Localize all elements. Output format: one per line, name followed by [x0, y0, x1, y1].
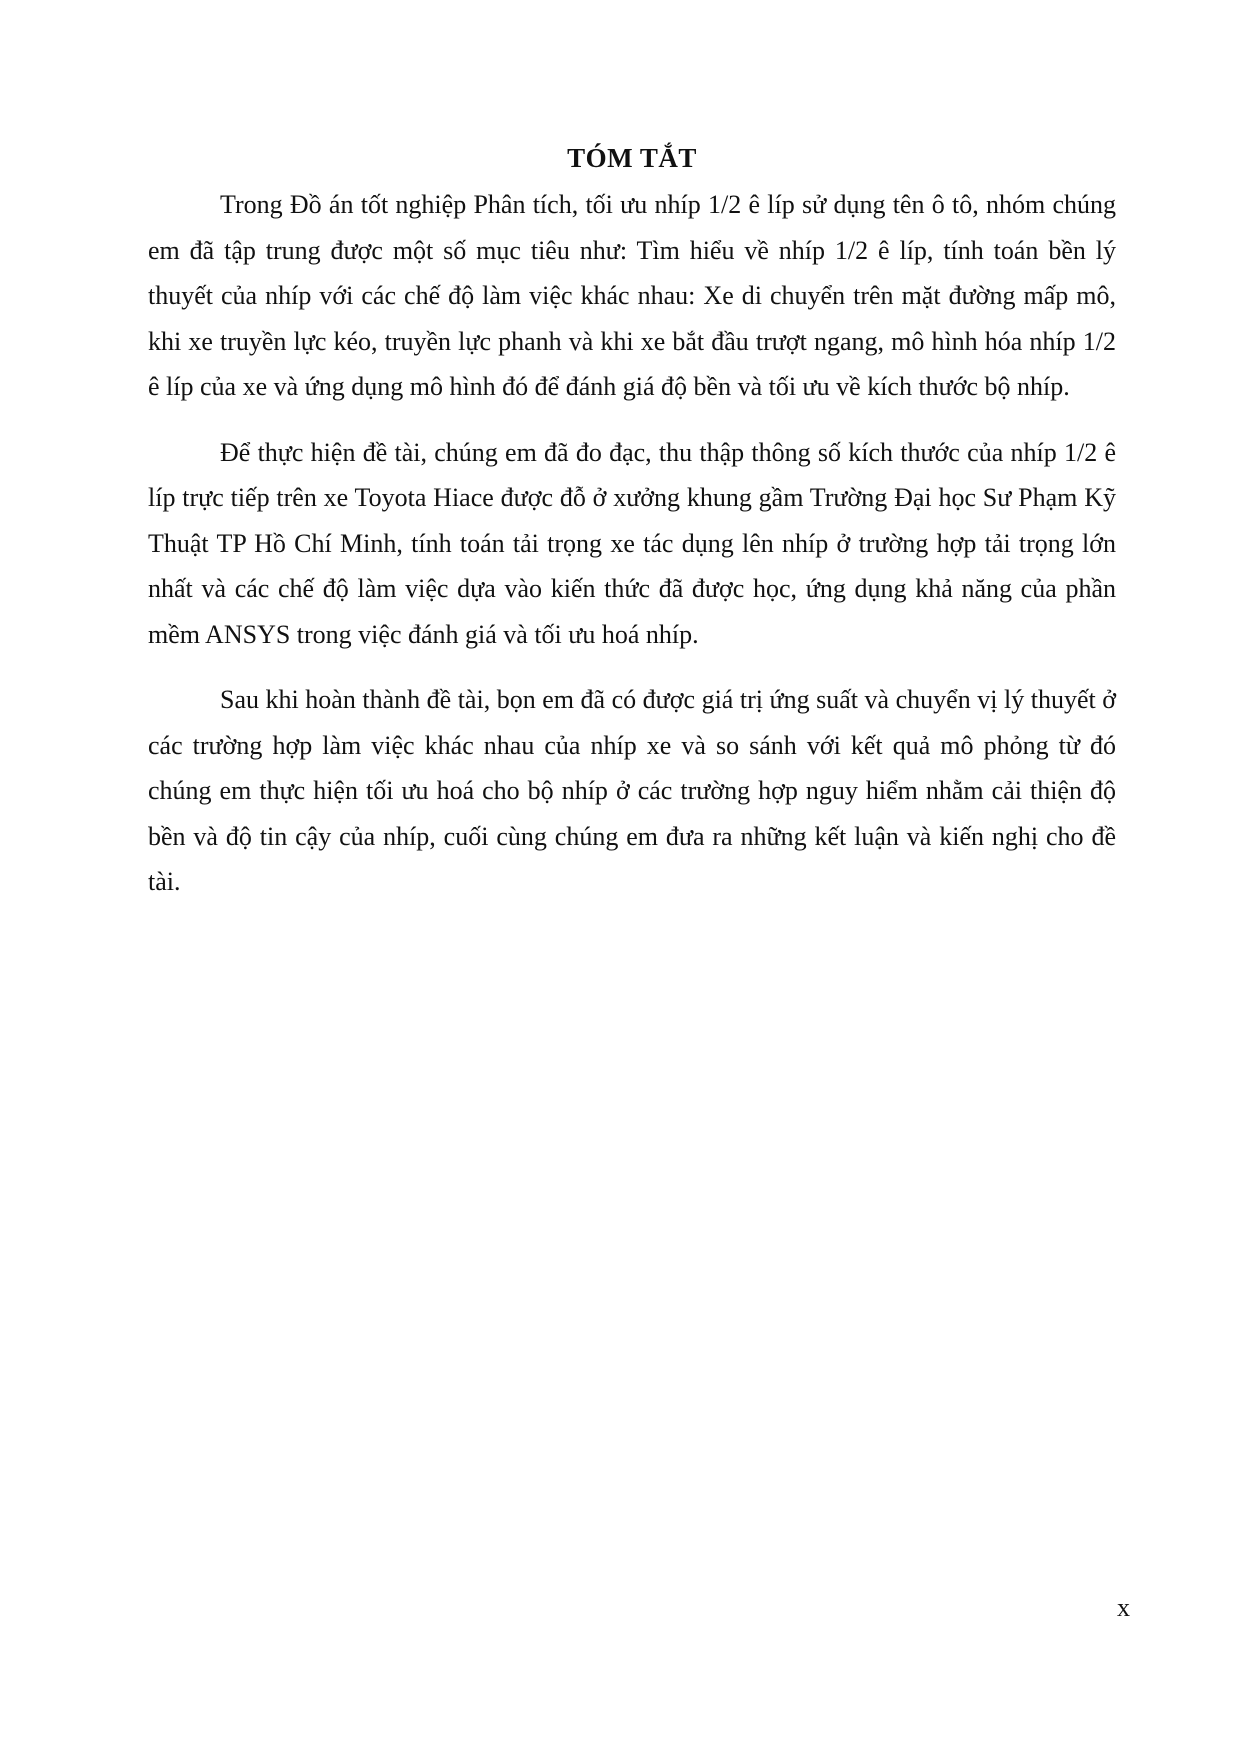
page-title: TÓM TẮT: [567, 143, 697, 173]
document-body: [148, 138, 1116, 925]
paragraph-summary-goals: Trong Đồ án tốt nghiệp Phân tích, tối ưu nhíp 1/2 ê líp sử dụng tên ô tô, nhóm chúng em đã tập trung được một số mục tiêu như: Tìm hiểu về nhíp 1/2 ê líp, tính toán bền lý thuyết của nhíp với các chế độ làm việc khác nhau: Xe di chuyển trên mặt đường mấp mô, khi xe truyền lực kéo, truyền lực phanh và khi xe bắt đầu trượt ngang, mô hình hóa nhíp 1/2 ê líp của xe và ứng dụng mô hình đó để đánh giá độ bền và tối ưu về kích thước bộ nhíp.: [148, 190, 1116, 401]
paragraph-method: Để thực hiện đề tài, chúng em đã đo đạc, thu thập thông số kích thước của nhíp 1/2 ê líp trực tiếp trên xe Toyota Hiace được đỗ ở xưởng khung gầm Trường Đại học Sư Phạm Kỹ Thuật TP Hồ Chí Minh, tính toán tải trọng xe tác dụng lên nhíp ở trường hợp tải trọng lớn nhất và các chế độ làm việc dựa vào kiến thức đã được học, ứng dụng khả năng của phần mềm ANSYS trong việc đánh giá và tối ưu hoá nhíp.: [148, 437, 1116, 649]
page-number: x: [1117, 1593, 1130, 1622]
paragraph-results: Sau khi hoàn thành đề tài, bọn em đã có được giá trị ứng suất và chuyển vị lý thuyết ở các trường hợp làm việc khác nhau của nhíp xe và so sánh với kết quả mô phỏng từ đó chúng em thực hiện tối ưu hoá cho bộ nhíp ở các trường hợp nguy hiểm nhằm cải thiện độ bền và độ tin cậy của nhíp, cuối cùng chúng em đưa ra những kết luận và kiến nghị cho đề tài.: [148, 685, 1116, 896]
